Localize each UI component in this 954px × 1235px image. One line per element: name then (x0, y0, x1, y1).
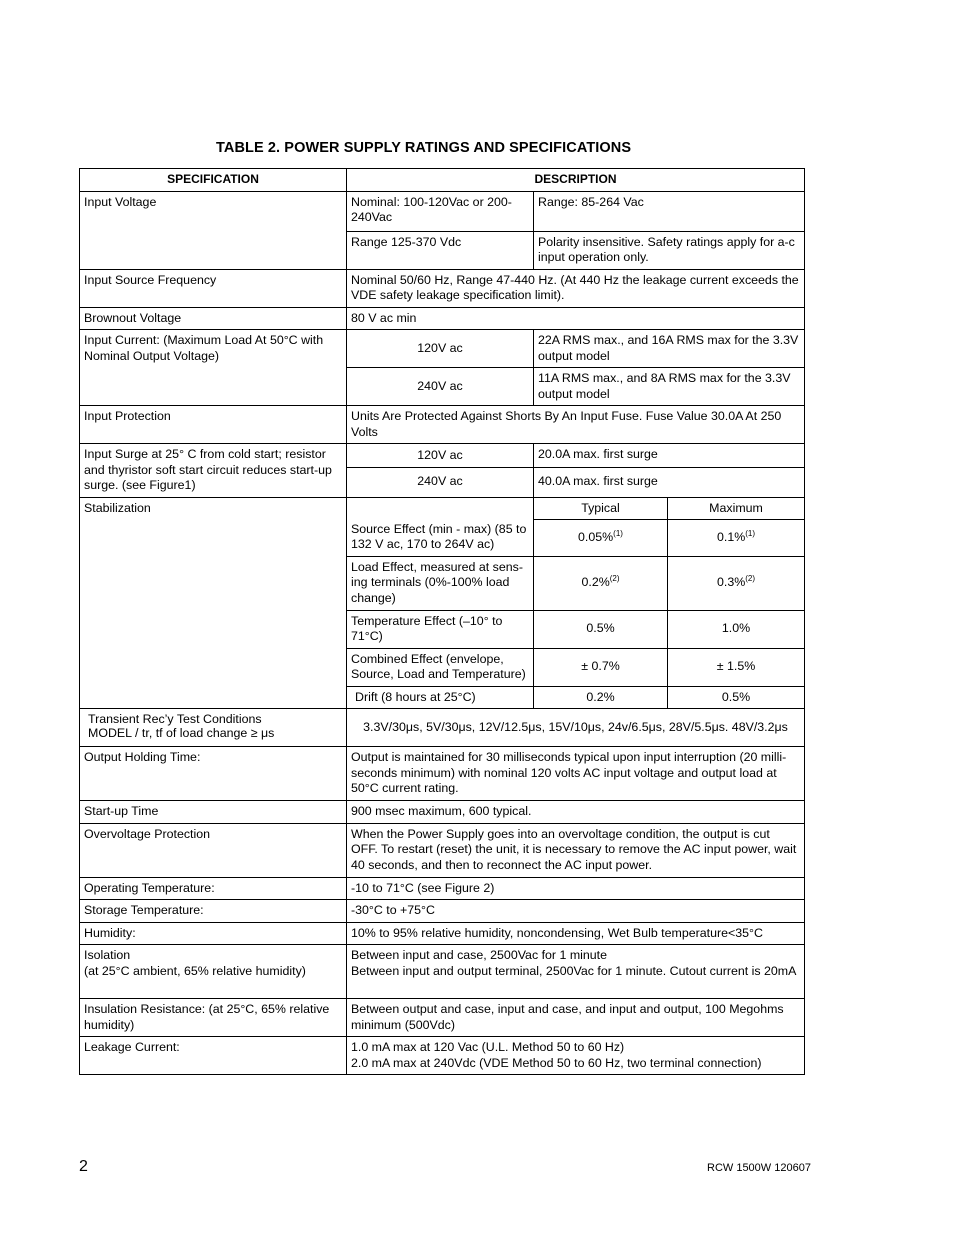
spec-label: Insulation Resistance: (at 25°C, 65% relative humidity) (80, 999, 347, 1037)
spec-label: Operating Temperature: (80, 877, 347, 900)
stab-maximum: ± 1.5% (668, 648, 805, 686)
spec-label: Input Source Frequency (80, 269, 347, 307)
spec-label: Overvoltage Protection (80, 823, 347, 877)
spec-cell: -30°C to +75°C (347, 900, 805, 923)
spec-cell: 240V ac (347, 368, 534, 406)
spec-label: Leakage Current: (80, 1037, 347, 1075)
table-row (80, 999, 805, 1037)
stab-item-name: Combined Effect (envelope, Source, Load and Temperature) (347, 648, 534, 686)
table-row (80, 801, 805, 824)
table-row (80, 900, 805, 923)
isolation-label-line2: (at 25°C ambient, 65% relative humidity) (84, 963, 306, 978)
spec-cell (347, 945, 805, 999)
header-description: DESCRIPTION (347, 169, 805, 192)
stab-typical: ± 0.7% (534, 648, 668, 686)
spec-cell: Nominal 50/60 Hz, Range 47-440 Hz. (At 440 Hz the leakage current exceeds the VDE safety leakage specification limit). (347, 269, 805, 307)
stab-typical: 0.2% (534, 686, 668, 709)
spec-cell: 10% to 95% relative humidity, noncondensing, Wet Bulb temperature<35°C (347, 922, 805, 945)
spec-cell: -10 to 71°C (see Figure 2) (347, 877, 805, 900)
spec-label: Stabilization (80, 497, 347, 709)
spec-label: Input Voltage (80, 191, 347, 269)
spec-label: Input Surge at 25° C from cold start; resistor and thyristor soft start circuit reduces start-up surge. (see Figure1) (80, 444, 347, 498)
col-header-typical: Typical (534, 497, 668, 520)
table-row (80, 307, 805, 330)
spec-cell: 11A RMS max., and 8A RMS max for the 3.3V output model (534, 368, 805, 406)
stab-maximum: 0.5% (668, 686, 805, 709)
isolation-desc-line1: Between input and case, 2500Vac for 1 minute (351, 948, 608, 962)
page-number: 2 (79, 1158, 88, 1175)
spec-cell: 120V ac (347, 330, 534, 368)
table-row (80, 406, 805, 444)
stab-maximum: 0.3%$^{(2)}$ (668, 556, 805, 610)
isolation-desc-line2: Between input and output terminal, 2500Vac for 1 minute. Cutout current is 20mA (351, 963, 797, 978)
stab-typical: 0.2%$^{(2)}$ (534, 556, 668, 610)
spec-cell: 40.0A max. first surge (534, 467, 805, 497)
table-row (80, 269, 805, 307)
spec-label: Storage Temperature: (80, 900, 347, 923)
table-row (80, 709, 805, 747)
table-row (80, 922, 805, 945)
table-row (80, 444, 805, 468)
specifications-table (79, 168, 805, 1075)
spec-cell: 3.3V/30μs, 5V/30μs, 12V/12.5μs, 15V/10μs, 24v/6.5μs, 28V/5.5μs. 48V/3.2μs (347, 709, 805, 747)
transient-label-line1: Transient Rec’y Test Conditions (88, 712, 262, 726)
spec-label: Output Holding Time: (80, 747, 347, 801)
spec-cell: Range: 85-264 Vac (534, 191, 805, 231)
spec-cell: Output is maintained for 30 milliseconds typical upon input interruption (20 milli-seconds minimum) with nominal 120 volts AC input voltage and output load at 50°C current rating. (347, 747, 805, 801)
spec-label: Brownout Voltage (80, 307, 347, 330)
spec-cell: 20.0A max. first surge (534, 444, 805, 468)
stab-item-name: Temperature Effect (–10° to 71°C) (347, 610, 534, 648)
table-row (80, 877, 805, 900)
table-row (80, 497, 805, 520)
table-header-row (80, 169, 805, 192)
spec-cell: 80 V ac min (347, 307, 805, 330)
header-specification: SPECIFICATION (80, 169, 347, 192)
leakage-desc-line2: 2.0 mA max at 240Vdc (VDE Method 50 to 60 Hz, two terminal connection) (351, 1055, 762, 1070)
spec-cell (347, 1037, 805, 1075)
col-header-maximum: Maximum (668, 497, 805, 520)
stab-typical: 0.5% (534, 610, 668, 648)
stab-maximum: 1.0% (668, 610, 805, 648)
transient-label-line2: MODEL / tr, tf of load change ≥ μs (88, 726, 275, 740)
table-row (80, 945, 805, 999)
spec-label (80, 945, 347, 999)
table-row (80, 823, 805, 877)
leakage-desc-line1: 1.0 mA max at 120 Vac (U.L. Method 50 to 60 Hz) (351, 1040, 625, 1054)
document-id: RCW 1500W 120607 (707, 1162, 811, 1174)
table-row (80, 1037, 805, 1075)
table-row (80, 191, 805, 231)
table-row (80, 747, 805, 801)
spec-cell: 22A RMS max., and 16A RMS max for the 3.3V output model (534, 330, 805, 368)
spec-cell: Between output and case, input and case, and input and output, 100 Megohms minimum (500Vdc) (347, 999, 805, 1037)
spec-cell: Polarity insensitive. Safety ratings apply for a-c input operation only. (534, 231, 805, 269)
spec-label: Input Protection (80, 406, 347, 444)
spec-cell: Units Are Protected Against Shorts By An Input Fuse. Fuse Value 30.0A At 250 Volts (347, 406, 805, 444)
spec-label (80, 709, 347, 747)
spec-cell: Nominal: 100-120Vac or 200-240Vac (347, 191, 534, 231)
spec-cell: 120V ac (347, 444, 534, 468)
spec-label: Humidity: (80, 922, 347, 945)
spec-label: Input Current: (Maximum Load At 50°C with Nominal Output Voltage) (80, 330, 347, 406)
stab-item-name: Source Effect (min - max) (85 to 132 V ac, 170 to 264V ac) (347, 520, 534, 557)
stab-typical: 0.05%$^{(1)}$ (534, 520, 668, 557)
table-row (80, 330, 805, 368)
spec-cell: When the Power Supply goes into an overvoltage condition, the output is cut OFF. To restart (reset) the unit, it is necessary to remove the AC input power, wait 40 seconds, and then to reconnect the AC input power. (347, 823, 805, 877)
spec-cell: 240V ac (347, 467, 534, 497)
stab-item-name: Drift (8 hours at 25°C) (347, 686, 534, 709)
spec-cell: Range 125-370 Vdc (347, 231, 534, 269)
spec-cell: 900 msec maximum, 600 typical. (347, 801, 805, 824)
stab-item-name: Load Effect, measured at sens-ing terminals (0%-100% load change) (347, 556, 534, 610)
isolation-label-line1: Isolation (84, 948, 131, 962)
spec-label: Start-up Time (80, 801, 347, 824)
stab-maximum: 0.1%$^{(1)}$ (668, 520, 805, 557)
table-title: TABLE 2. POWER SUPPLY RATINGS AND SPECIFICATIONS (216, 140, 632, 156)
spec-cell (347, 497, 534, 520)
